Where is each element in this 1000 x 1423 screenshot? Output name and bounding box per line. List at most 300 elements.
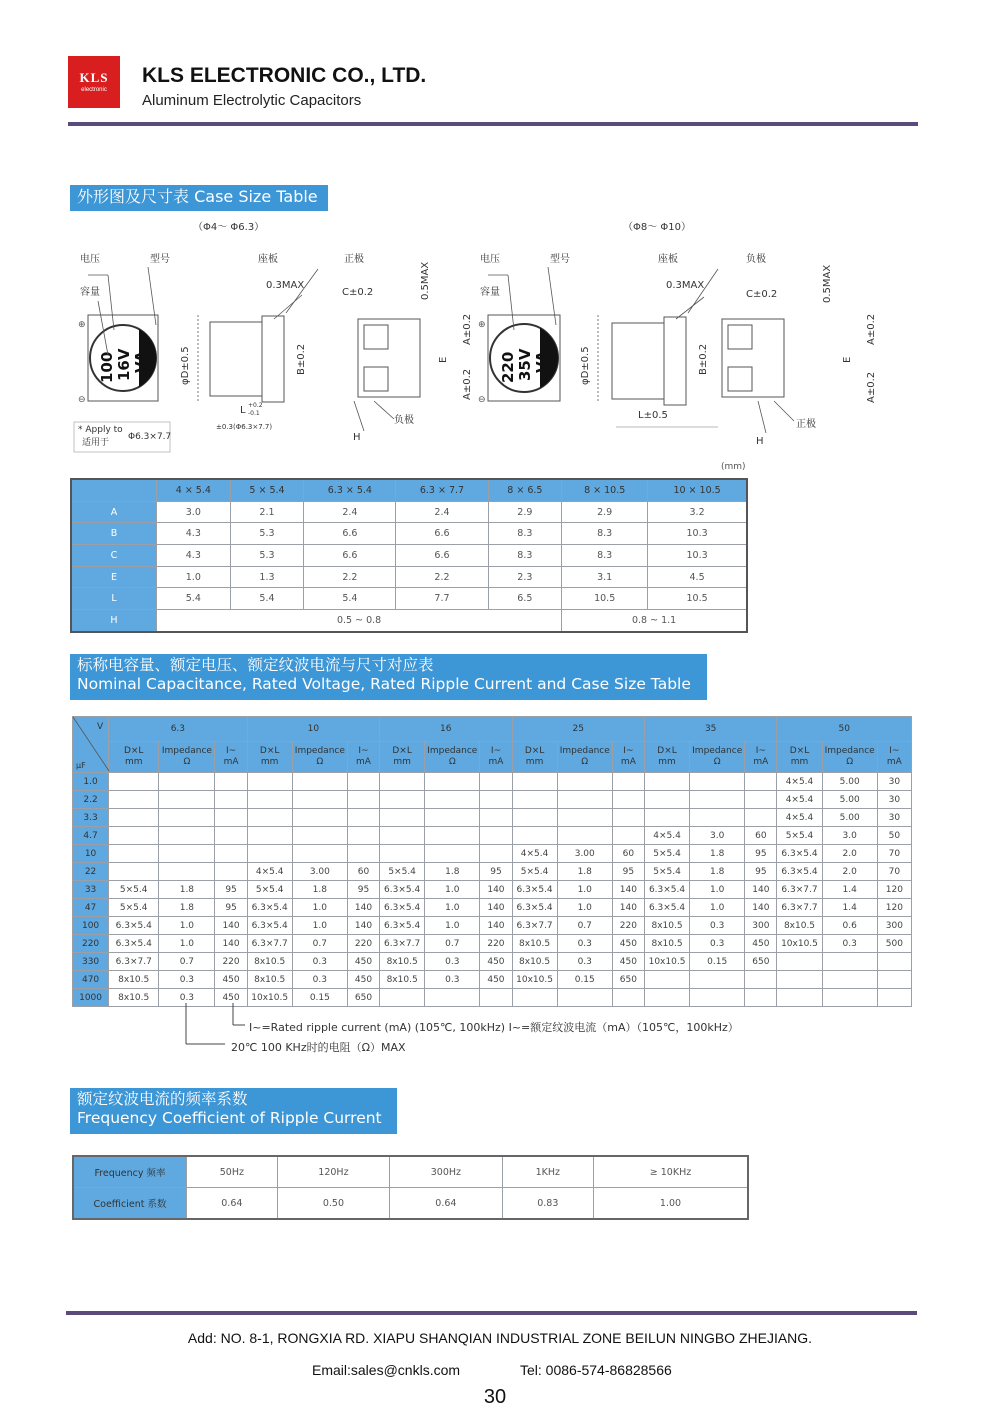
table-cell: 450 [745,935,777,953]
table-cell: 1.4 [822,899,877,917]
table-cell [215,791,247,809]
table-cell: 2.0 [822,845,877,863]
table-cell: 3.1 [562,566,648,588]
table-row [71,566,747,588]
table-cell: 1.0 [159,917,215,935]
table-cell: 10.5 [562,588,648,610]
table-cell: 10x10.5 [644,953,689,971]
frequency-row [73,1156,748,1188]
table-cell [215,863,247,881]
table-cell: 60 [347,863,379,881]
table-cell [777,989,822,1007]
table-cell: 3.00 [292,863,347,881]
table-cell [159,773,215,791]
table-cell: 10x10.5 [247,989,292,1007]
footer-address: Add: NO. 8-1, RONGXIA RD. XIAPU SHANQIAN INDUSTRIAL ZONE BEILUN NINGBO ZHEJIANG. [187,1330,813,1346]
table-cell: 95 [480,863,512,881]
table-cell: 5.4 [304,588,396,610]
table-cell: 1.3 [230,566,304,588]
table-cell: 0.3 [557,953,612,971]
table-cell: 4.3 [157,545,231,567]
frequency-cell: 120Hz [277,1156,389,1188]
table-cell: 650 [347,989,379,1007]
table-cell: 8x10.5 [777,917,822,935]
small-cap-value: 100 [98,351,116,383]
table-cell [745,809,777,827]
voltage-header: 25 [512,717,644,742]
label-seat-large: 座板 [658,254,678,265]
size-header: 4 × 5.4 [157,479,231,501]
label-seat: 座板 [258,254,278,265]
table-cell [292,827,347,845]
table-cell [292,845,347,863]
table-cell: 8.3 [488,545,562,567]
table-cell: 450 [215,989,247,1007]
table-cell: 60 [745,827,777,845]
small-cap-voltage: 16V [115,348,133,381]
table-cell: 300 [745,917,777,935]
table-cell: 6.3×5.4 [247,899,292,917]
frequency-label: Frequency 频率 [73,1156,187,1188]
sub-header: D×L mm [777,742,822,773]
table-cell: 1.0 [690,881,745,899]
table-cell [215,845,247,863]
voltage-header-row [73,717,912,742]
table-cell: 0.3 [557,935,612,953]
table-cell [512,809,557,827]
table-cell: 300 [877,917,911,935]
logo-text: KLS [79,70,109,85]
svg-text:⊕: ⊕ [478,320,486,330]
table-cell: 3.0 [822,827,877,845]
size-header: 8 × 6.5 [488,479,562,501]
frequency-cell: ≥ 10KHz [594,1156,749,1188]
label-positive-large: 正极 [796,419,816,430]
frequency-cell: 300Hz [390,1156,502,1188]
capacitance-label: 2.2 [73,791,109,809]
table-cell [557,989,612,1007]
coefficient-cell: 1.00 [594,1188,749,1220]
voltage-header: 6.3 [109,717,247,742]
large-cap-voltage: 35V [516,348,534,381]
table-cell: 6.5 [488,588,562,610]
table-cell: 6.3×5.4 [512,899,557,917]
table-cell: 4×5.4 [777,773,822,791]
table-cell [822,971,877,989]
label-c-tol-large: C±0.2 [746,289,778,300]
table-cell [480,791,512,809]
table-cell [557,809,612,827]
row-label: A [71,501,157,523]
unit-label: (mm) [721,462,746,472]
table-cell [247,773,292,791]
table-cell: 120 [877,881,911,899]
table-cell: 0.7 [159,953,215,971]
table-cell: 3.00 [557,845,612,863]
table-cell: 6.3×5.4 [644,881,689,899]
table-cell: 450 [480,953,512,971]
table-cell [745,989,777,1007]
label-e-large: E [842,356,853,363]
label-l-sup: +0.2 [248,402,263,409]
table-cell: 6.3×5.4 [109,917,159,935]
table-cell: 1.0 [557,899,612,917]
table-cell: 8x10.5 [512,953,557,971]
table-cell: 140 [612,899,644,917]
voltage-header: 35 [644,717,776,742]
table-cell: 6.3×5.4 [247,917,292,935]
table-cell: 95 [612,863,644,881]
small-cap-code: VA [132,350,150,373]
table-cell: 650 [612,971,644,989]
svg-text:⊖: ⊖ [478,395,486,405]
case-size-header: 外形图及尺寸表 Case Size Table [70,185,328,211]
sub-header: D×L mm [512,742,557,773]
table-cell: 1.8 [292,881,347,899]
table-cell [512,827,557,845]
frequency-cell: 1KHz [502,1156,593,1188]
table-cell [159,845,215,863]
table-cell: 0.7 [425,935,480,953]
company-logo [68,56,120,108]
table-cell: 220 [612,917,644,935]
table-cell: 3.0 [157,501,231,523]
label-capacity-large: 容量 [480,287,500,298]
frequency-header [70,1088,397,1134]
table-cell: 0.15 [690,953,745,971]
table-cell [292,809,347,827]
table-cell [745,773,777,791]
table-cell [480,827,512,845]
table-cell: 450 [347,971,379,989]
table-cell: 8x10.5 [109,971,159,989]
label-a-tol-small-bot: A±0.2 [462,368,473,400]
table-cell: 1.0 [425,917,480,935]
table-cell: 6.3×7.7 [777,881,822,899]
table-cell [480,773,512,791]
table-cell [215,773,247,791]
table-cell: 2.1 [230,501,304,523]
table-cell [159,809,215,827]
table-cell [425,845,480,863]
range-small-label: （Φ4～ Φ6.3） [193,222,265,233]
table-row [73,899,912,917]
table-cell [480,989,512,1007]
table-cell: 1.0 [690,899,745,917]
label-e-small: E [438,356,449,363]
capacitance-label: 22 [73,863,109,881]
table-cell: 8.3 [562,545,648,567]
table-cell: 140 [745,899,777,917]
capacitance-label: 1.0 [73,773,109,791]
sub-header: D×L mm [247,742,292,773]
label-voltage-large: 电压 [480,254,500,265]
table-cell [512,791,557,809]
table-cell: 220 [480,935,512,953]
table-cell [557,791,612,809]
capacitance-table [72,716,912,1007]
table-cell [247,791,292,809]
table-cell: 450 [347,953,379,971]
table-row [73,971,912,989]
table-cell: 220 [215,953,247,971]
table-cell: 8x10.5 [247,953,292,971]
capacitance-title-cn: 标称电容量、额定电压、额定纹波电流与尺寸对应表 [77,656,434,674]
table-cell [480,845,512,863]
table-cell [612,791,644,809]
table-cell [690,971,745,989]
sub-header: I~ mA [877,742,911,773]
table-cell: 2.9 [562,501,648,523]
table-cell: 140 [480,881,512,899]
frequency-title-en: Frequency Coefficient of Ripple Current [77,1109,382,1127]
apply-to-cn: 适用于 [82,438,110,448]
table-cell: 2.4 [396,501,488,523]
row-label: C [71,545,157,567]
svg-text:⊕: ⊕ [78,320,86,330]
table-cell [247,809,292,827]
corner-cell [73,717,109,773]
table-cell: 5×5.4 [777,827,822,845]
footer-tel: Tel: 0086-574-86828566 [520,1362,672,1378]
table-cell [215,809,247,827]
table-row [73,827,912,845]
table-cell: 95 [347,881,379,899]
table-cell [690,989,745,1007]
table-row [71,588,747,610]
table-cell [292,791,347,809]
table-cell: 8x10.5 [247,971,292,989]
table-cell: 2.2 [304,566,396,588]
table-cell: 4×5.4 [777,791,822,809]
table-cell [690,773,745,791]
table-cell [557,773,612,791]
table-row [71,610,747,632]
table-cell: 1.8 [159,899,215,917]
case-diagram-svg [68,215,877,455]
table-cell: 5.00 [822,809,877,827]
table-cell [380,791,425,809]
table-row [71,501,747,523]
table-cell [347,827,379,845]
table-cell: 6.3×7.7 [247,935,292,953]
table-cell [644,971,689,989]
table-cell: 30 [877,773,911,791]
table-cell [644,791,689,809]
table-cell [512,989,557,1007]
capacitance-label: 10 [73,845,109,863]
table-cell: 6.6 [304,523,396,545]
table-row [73,773,912,791]
table-cell: 450 [215,971,247,989]
label-positive: 正极 [344,254,364,265]
table-cell: 6.3×7.7 [777,899,822,917]
table-cell: 5×5.4 [247,881,292,899]
table-cell [745,791,777,809]
capacitance-label: 3.3 [73,809,109,827]
capacitance-label: 220 [73,935,109,953]
h-small-range: 0.5 ~ 0.8 [157,610,562,632]
sub-header: Impedance Ω [292,742,347,773]
sub-header: D×L mm [109,742,159,773]
small-case-sideview [210,322,262,396]
table-row [73,791,912,809]
table-cell [159,863,215,881]
table-cell: 140 [215,917,247,935]
table-cell: 10x10.5 [777,935,822,953]
table-cell: 1.8 [159,881,215,899]
table-cell: 5×5.4 [512,863,557,881]
corner-diagonal [73,717,109,771]
table-cell: 95 [745,845,777,863]
table-cell [292,773,347,791]
table-cell: 120 [877,899,911,917]
label-b-tol-large: B±0.2 [698,343,709,375]
table-cell: 4×5.4 [777,809,822,827]
table-cell [777,971,822,989]
capacitance-label: 47 [73,899,109,917]
table-cell: 0.3 [159,989,215,1007]
table-cell [877,971,911,989]
sub-header: I~ mA [480,742,512,773]
sub-header: D×L mm [380,742,425,773]
coefficient-label: Coefficient 系数 [73,1188,187,1220]
table-cell [159,791,215,809]
table-cell: 10x10.5 [512,971,557,989]
table-cell: 0.3 [159,971,215,989]
table-row [73,953,912,971]
table-row [73,809,912,827]
table-cell [347,791,379,809]
table-cell: 220 [347,935,379,953]
header-rule [68,122,918,126]
label-c-tol: C±0.2 [342,287,374,298]
table-cell: 0.15 [557,971,612,989]
label-model: 型号 [150,254,170,265]
table-cell: 6.3×5.4 [380,881,425,899]
label-l-small: L [240,405,246,416]
coefficient-row [73,1188,748,1220]
table-cell [690,809,745,827]
large-case-sideview [612,323,664,399]
table-cell: 5.3 [230,523,304,545]
sub-header: I~ mA [612,742,644,773]
table-cell: 500 [877,935,911,953]
size-header: 10 × 10.5 [648,479,747,501]
table-cell [109,863,159,881]
table-cell: 0.3 [292,971,347,989]
table-cell: 1.0 [425,899,480,917]
table-cell: 95 [215,881,247,899]
table-cell: 4×5.4 [644,827,689,845]
table-cell: 0.3 [292,953,347,971]
sub-header: Impedance Ω [159,742,215,773]
table-cell [612,989,644,1007]
table-cell: 0.3 [690,935,745,953]
label-d-tol-small: φD±0.5 [180,346,191,385]
table-cell: 4×5.4 [247,863,292,881]
table-row [73,863,912,881]
case-size-table [70,478,748,633]
table-cell: 1.8 [690,845,745,863]
sub-header-row [73,742,912,773]
table-cell: 5×5.4 [644,863,689,881]
table-cell [877,989,911,1007]
table-cell: 140 [480,899,512,917]
table-cell: 140 [745,881,777,899]
document-subtitle: Aluminum Electrolytic Capacitors [142,92,362,109]
table-cell: 8x10.5 [109,989,159,1007]
label-l-sub: -0.1 [248,410,260,417]
row-label: L [71,588,157,610]
capacitance-label: 330 [73,953,109,971]
table-cell: 5.4 [230,588,304,610]
table-cell: 5×5.4 [644,845,689,863]
table-cell [109,773,159,791]
h-large-range: 0.8 ~ 1.1 [562,610,747,632]
large-case-bottomview [722,319,784,397]
range-large-label: （Φ8～ Φ10） [623,222,692,233]
table-cell [612,827,644,845]
impedance-note: 20℃ 100 KHz时的电阻（Ω）MAX [231,1041,406,1054]
table-cell: 7.7 [396,588,488,610]
coefficient-cell: 0.50 [277,1188,389,1220]
table-cell: 8x10.5 [644,935,689,953]
table-cell [644,989,689,1007]
table-cell: 4.3 [157,523,231,545]
table-cell: 50 [877,827,911,845]
table-cell [612,809,644,827]
frequency-table [72,1155,749,1220]
table-cell: 5×5.4 [109,899,159,917]
table-cell: 450 [480,971,512,989]
label-negative-large: 负极 [746,254,766,265]
table-cell: 2.4 [304,501,396,523]
sub-header: I~ mA [347,742,379,773]
table-cell: 140 [215,935,247,953]
table-cell [425,989,480,1007]
table-row [73,917,912,935]
table-cell [512,773,557,791]
table-cell [347,773,379,791]
table-cell: 70 [877,845,911,863]
apply-to-value: Φ6.3×7.7 [128,432,172,442]
table-cell: 10.3 [648,545,747,567]
apply-to-en: * Apply to [78,425,123,435]
table-cell: 2.0 [822,863,877,881]
label-a-tol-large-bot: A±0.2 [866,371,877,403]
table-cell: 1.0 [159,935,215,953]
frequency-cell: 50Hz [187,1156,278,1188]
table-cell: 6.3×5.4 [380,917,425,935]
table-cell: 1.4 [822,881,877,899]
table-cell: 6.6 [396,523,488,545]
capacitance-label: 100 [73,917,109,935]
large-cap-value: 220 [499,351,517,383]
table-row [73,881,912,899]
table-row [71,523,747,545]
sub-header: Impedance Ω [690,742,745,773]
table-cell: 2.3 [488,566,562,588]
table-cell [690,791,745,809]
voltage-header: 50 [777,717,912,742]
table-cell [777,953,822,971]
frequency-title-cn: 额定纹波电流的频率系数 [77,1090,248,1108]
table-cell [380,809,425,827]
table-cell: 8x10.5 [512,935,557,953]
label-max05-large: 0.5MAX [822,264,833,303]
voltage-header: 16 [380,717,512,742]
